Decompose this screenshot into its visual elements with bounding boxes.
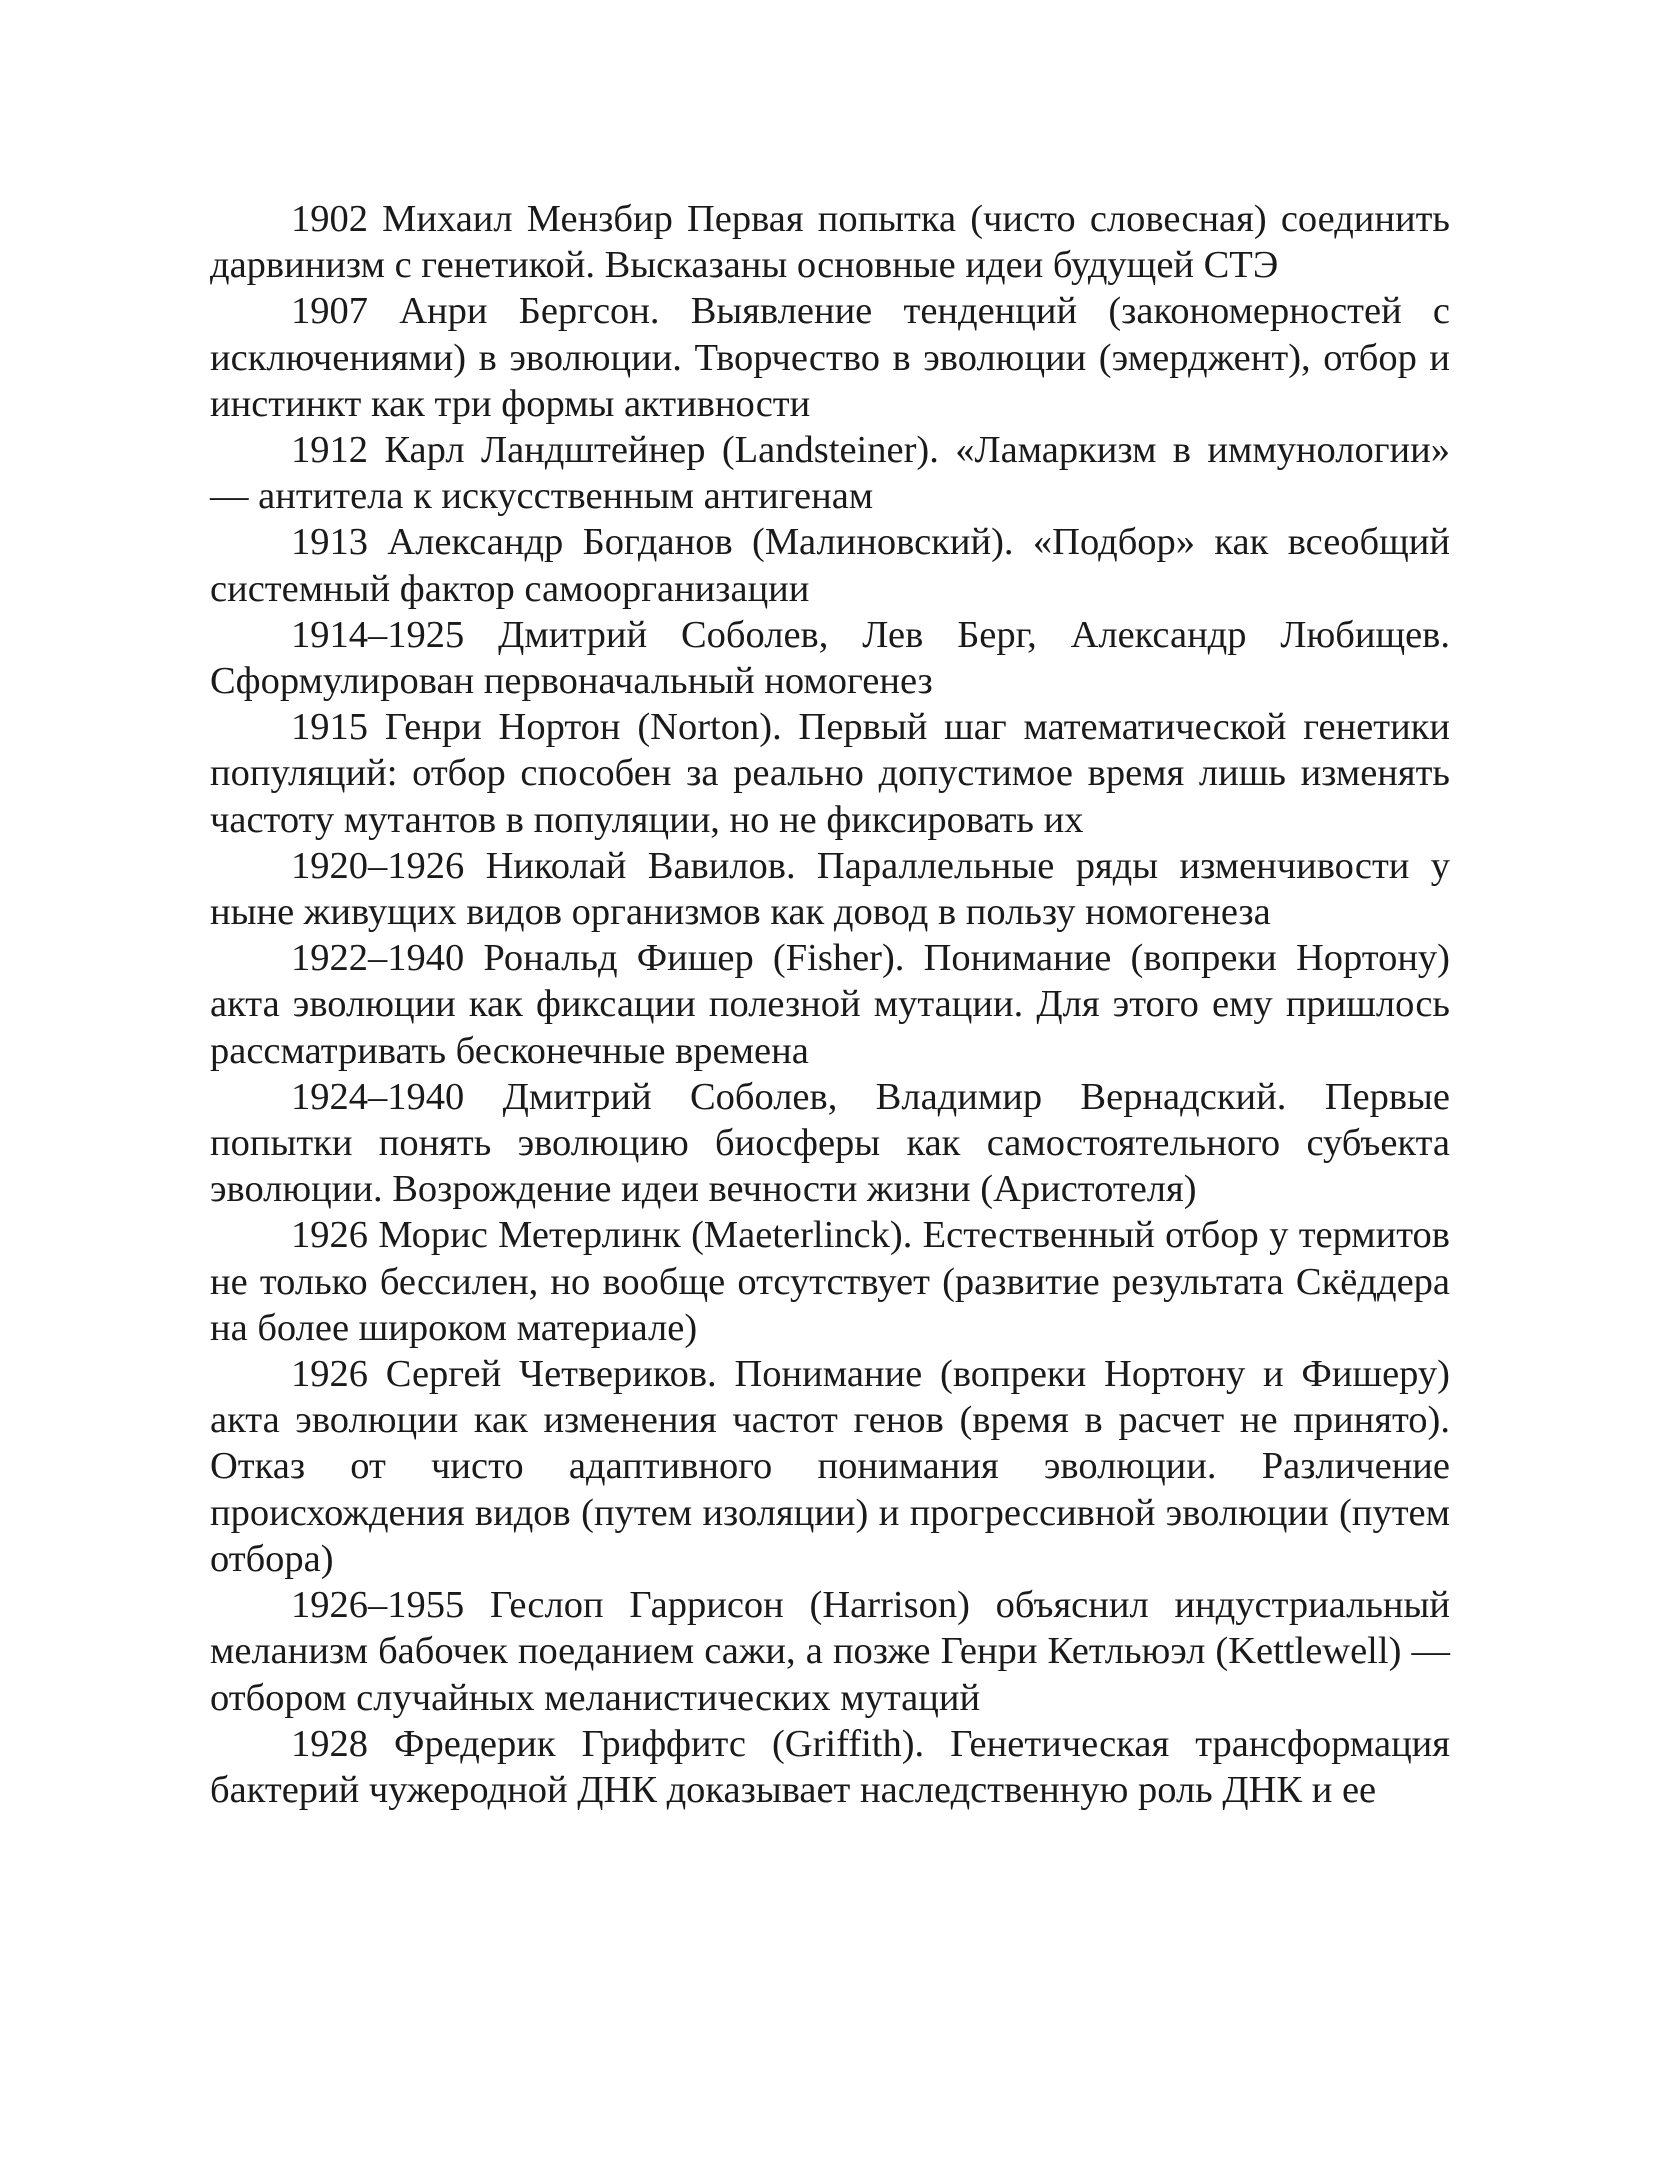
- timeline-entry-1926-maeterlinck: 1926 Морис Метерлинк (Maeterlinck). Естественный отбор у термитов не только бессилен, но вообще отсутствует (развитие результата Скёддера на более широком материале): [210, 1214, 1450, 1349]
- timeline-entry-1914: 1914–1925 Дмитрий Соболев, Лев Берг, Александр Любищев. Сформулирован первоначальный номогенез: [210, 613, 1450, 703]
- timeline-entry-1926-chetverikov: 1926 Сергей Четвериков. Понимание (вопреки Нортону и Фишеру) акта эволюции как изменения частот генов (время в расчет не принято). Отказ от чисто адаптивного понимания эволюции. Различение происхождения видов (путем изоляции) и прогрессивной эволюции (путем отбора): [210, 1353, 1450, 1580]
- timeline-entry-1922: 1922–1940 Рональд Фишер (Fisher). Понимание (вопреки Нортону) акта эволюции как фиксации полезной мутации. Для этого ему пришлось рассматривать бесконечные времена: [210, 937, 1450, 1072]
- timeline-entry-1915: 1915 Генри Нортон (Norton). Первый шаг математической генетики популяций: отбор способен за реально допустимое время лишь изменять частоту мутантов в популяции, но не фиксировать их: [210, 706, 1450, 841]
- timeline-entry-1907: 1907 Анри Бергсон. Выявление тенденций (закономерностей с исключениями) в эволюции. Творчество в эволюции (эмерджент), отбор и инстинкт как три формы активности: [210, 290, 1450, 425]
- timeline-entry-1926-1955: 1926–1955 Геслоп Гаррисон (Harrison) объяснил индустриальный меланизм бабочек поеданием сажи, а позже Генри Кетльюэл (Kettlewell) — отбором случайных меланистических мутаций: [210, 1584, 1450, 1719]
- timeline-entry-1924: 1924–1940 Дмитрий Соболев, Владимир Вернадский. Первые попытки понять эволюцию биосферы как самостоятельного субъекта эволюции. Возрождение идеи вечности жизни (Аристотеля): [210, 1075, 1450, 1211]
- document-page: [210, 196, 1450, 1813]
- timeline-entry-1913: 1913 Александр Богданов (Малиновский). «Подбор» как всеобщий системный фактор самоорганизации: [210, 521, 1450, 610]
- timeline-entry-1928: 1928 Фредерик Гриффитс (Griffith). Генетическая трансформация бактерий чужеродной ДНК доказывает наследственную роль ДНК и ее: [210, 1722, 1450, 1811]
- timeline-entry-1902: 1902 Михаил Мензбир Первая попытка (чисто словесная) соединить дарвинизм с генетикой. Высказаны основные идеи будущей СТЭ: [210, 198, 1450, 287]
- timeline-entry-1920: 1920–1926 Николай Вавилов. Параллельные ряды изменчивости у ныне живущих видов организмов как довод в пользу номогенеза: [210, 844, 1450, 934]
- timeline-entry-1912: 1912 Карл Ландштейнер (Landsteiner). «Ламаркизм в иммунологии» — антитела к искусственным антигенам: [210, 429, 1450, 518]
